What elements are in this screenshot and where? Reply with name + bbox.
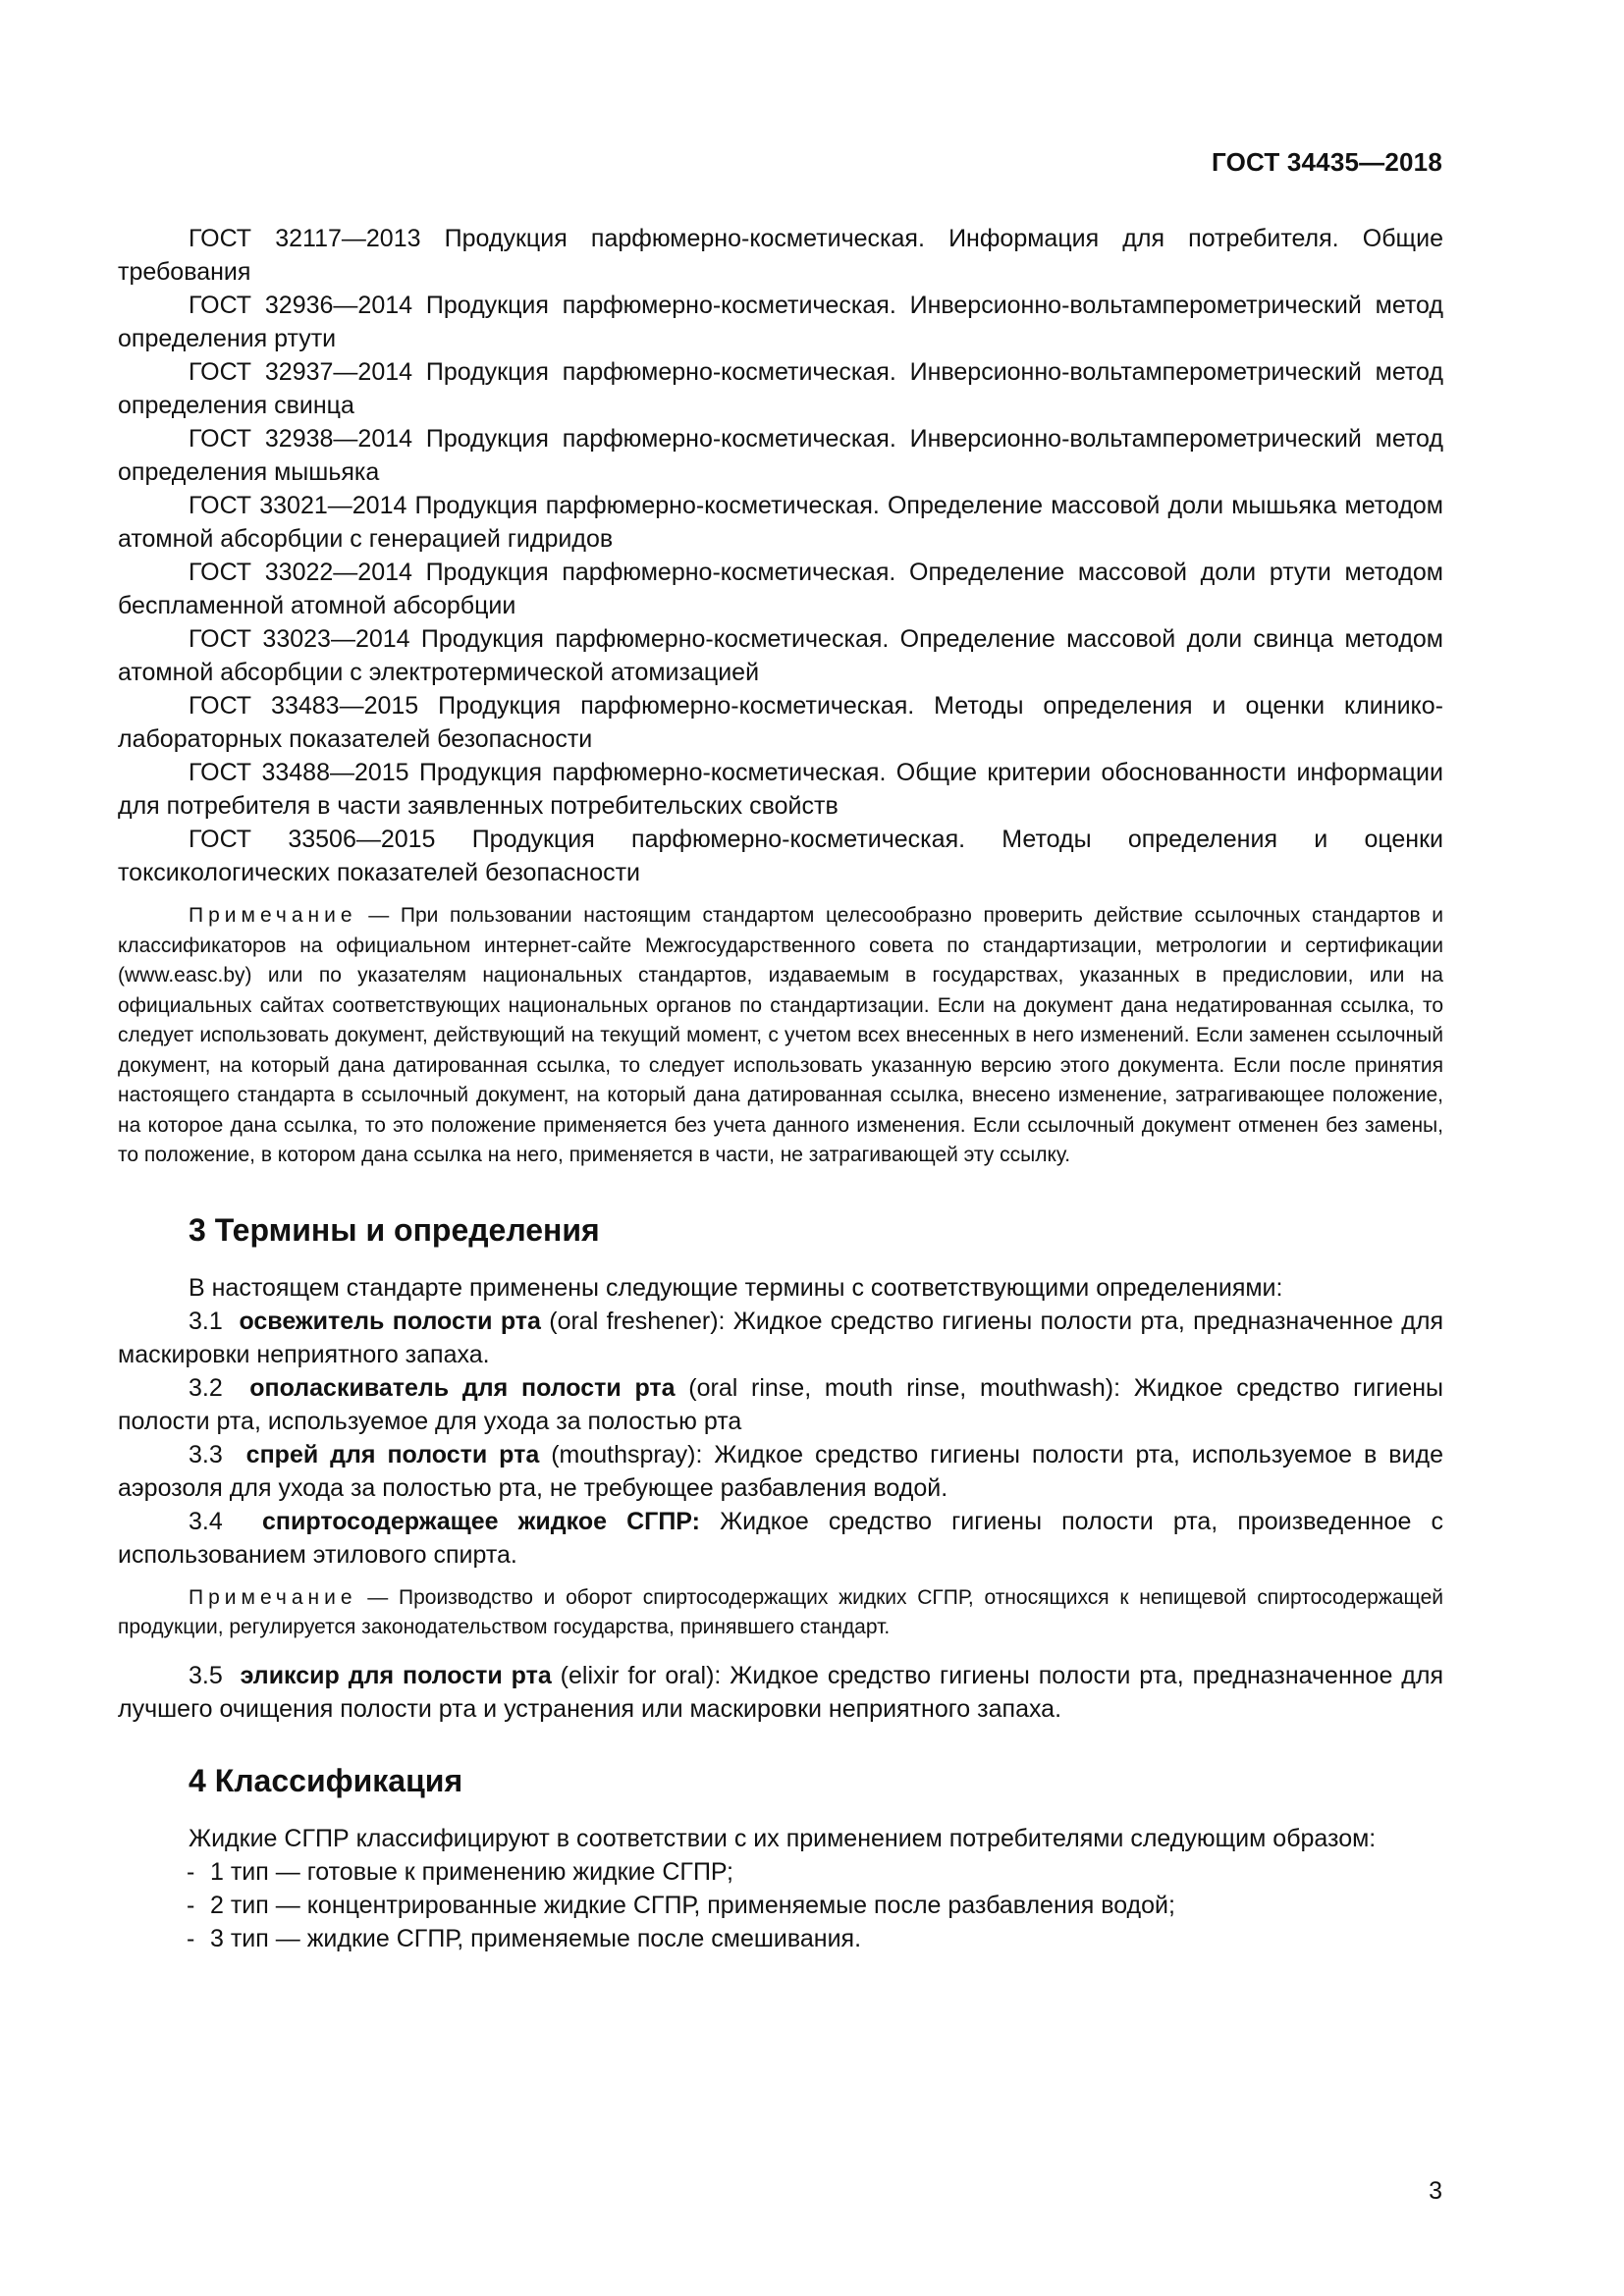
list-item-text: 2 тип — концентрированные жидкие СГПР, применяемые после разбавления водой; bbox=[210, 1891, 1175, 1919]
reference-item: ГОСТ 33022—2014 Продукция парфюмерно-косметическая. Определение массовой доли ртути методом беспламенной атомной абсорбции bbox=[118, 559, 1443, 619]
list-item-text: 1 тип — готовые к применению жидкие СГПР; bbox=[210, 1857, 734, 1886]
term-number: 3.4 bbox=[189, 1507, 223, 1535]
term-definition bbox=[118, 1438, 1443, 1505]
term-name: спиртосодержащее жидкое СГПР: bbox=[262, 1507, 700, 1535]
section-3-heading: 3 Термины и определения bbox=[189, 1211, 600, 1248]
term-text: (oral rinse, mouth rinse, mouthwash): Жидкое средство гигиены полости рта, используемое для ухода за полостью рта bbox=[118, 1373, 1443, 1435]
reference-item: ГОСТ 33021—2014 Продукция парфюмерно-косметическая. Определение массовой доли мышьяка методом атомной абсорбции с генерацией гидридов bbox=[118, 492, 1443, 553]
term-definition bbox=[118, 1505, 1443, 1572]
term-definition bbox=[118, 1371, 1443, 1438]
term-name: ополаскиватель для полости рта bbox=[249, 1373, 676, 1402]
section-4-heading: 4 Классификация bbox=[189, 1762, 463, 1798]
term-name: освежитель полости рта bbox=[239, 1307, 541, 1335]
term-text: (elixir for oral): Жидкое средство гигиены полости рта, предназначенное для лучшего очищения полости рта и устранения или маскировки неприятного запаха. bbox=[118, 1661, 1443, 1723]
list-item: - 3 тип — жидкие СГПР, применяемые после смешивания. bbox=[187, 1924, 862, 1952]
note-text: — При пользовании настоящим стандартом целесообразно проверить действие ссылочных стандартов и классификаторов на официальном интернет-сайте Межгосударственного совета по стандартизации, метрологии и сертификации (www.easc.by) или по указателям национальных стандартов, издаваемым в государствах, указанных в предисловии, или на официальных сайтах соответствующих национальных органов по стандартизации. Если на документ дана недатированная ссылка, то следует использовать документ, действующий на текущий момент, с учетом всех внесенных в него изменений. Если заменен ссылочный документ, на который дана датированная ссылка, то следует использовать указанную версию этого документа. Если после принятия настоящего стандарта в ссылочный документ, на который дана датированная ссылка, внесено изменение, затрагивающее положение, на которое дана ссылка, то это положение применяется без учета данного изменения. Если ссылочный документ отменен без замены, то положение, в котором дана ссылка на него, применяется в части, не затрагивающей эту ссылку. bbox=[118, 904, 1443, 1166]
term-definition bbox=[118, 1305, 1443, 1371]
note-label: Примечание bbox=[189, 904, 357, 927]
references-note bbox=[118, 901, 1443, 1171]
term-number: 3.1 bbox=[189, 1307, 223, 1335]
term-name: эликсир для полости рта bbox=[240, 1661, 552, 1689]
list-item: - 2 тип — концентрированные жидкие СГПР, применяемые после разбавления водой; bbox=[187, 1891, 1175, 1919]
classification-list bbox=[118, 1855, 1443, 1955]
term-number: 3.3 bbox=[189, 1440, 223, 1468]
document-header: ГОСТ 34435—2018 bbox=[1212, 147, 1442, 177]
normative-references-list bbox=[118, 222, 1443, 889]
note-text: — Производство и оборот спиртосодержащих жидких СГПР, относящихся к непищевой спиртосодержащей продукции, регулируется законодательством государства, принявшего стандарт. bbox=[118, 1585, 1443, 1638]
section-4-intro: Жидкие СГПР классифицируют в соответствии с их применением потребителями следующим образом: bbox=[189, 1824, 1377, 1852]
section-3-intro: В настоящем стандарте применены следующие термины с соответствующими определениями: bbox=[189, 1273, 1283, 1302]
reference-item: ГОСТ 33488—2015 Продукция парфюмерно-косметическая. Общие критерии обоснованности информации для потребителя в части заявленных потребительских свойств bbox=[118, 759, 1443, 820]
term-number: 3.2 bbox=[189, 1373, 223, 1402]
reference-item: ГОСТ 33506—2015 Продукция парфюмерно-косметическая. Методы определения и оценки токсикологических показателей безопасности bbox=[118, 826, 1443, 886]
term-text: (oral freshener): Жидкое средство гигиены полости рта, предназначенное для маскировки неприятного запаха. bbox=[118, 1307, 1443, 1368]
reference-item: ГОСТ 33483—2015 Продукция парфюмерно-косметическая. Методы определения и оценки клинико-лабораторных показателей безопасности bbox=[118, 692, 1443, 753]
term-text: Жидкое средство гигиены полости рта, произведенное с использованием этилового спирта. bbox=[118, 1507, 1443, 1569]
reference-item: ГОСТ 32117—2013 Продукция парфюмерно-косметическая. Информация для потребителя. Общие требования bbox=[118, 225, 1443, 286]
term-text: (mouthspray): Жидкое средство гигиены полости рта, используемое в виде аэрозоля для ухода за полостью рта, не требующее разбавления водой. bbox=[118, 1440, 1443, 1502]
terms-note bbox=[118, 1583, 1443, 1643]
note-label: Примечание bbox=[189, 1585, 357, 1609]
page-number: 3 bbox=[1429, 2177, 1442, 2205]
term-number: 3.5 bbox=[189, 1661, 223, 1689]
list-item-text: 3 тип — жидкие СГПР, применяемые после смешивания. bbox=[210, 1924, 862, 1952]
term-definition bbox=[118, 1659, 1443, 1726]
reference-item: ГОСТ 32938—2014 Продукция парфюмерно-косметическая. Инверсионно-вольтамперометрический метод определения мышьяка bbox=[118, 425, 1443, 486]
reference-item: ГОСТ 32937—2014 Продукция парфюмерно-косметическая. Инверсионно-вольтамперометрический метод определения свинца bbox=[118, 358, 1443, 419]
reference-item: ГОСТ 32936—2014 Продукция парфюмерно-косметическая. Инверсионно-вольтамперометрический метод определения ртути bbox=[118, 292, 1443, 352]
document-body bbox=[118, 222, 1443, 1955]
list-item: - 1 тип — готовые к применению жидкие СГПР; bbox=[187, 1857, 734, 1886]
term-name: спрей для полости рта bbox=[245, 1440, 540, 1468]
reference-item: ГОСТ 33023—2014 Продукция парфюмерно-косметическая. Определение массовой доли свинца методом атомной абсорбции с электротермической атомизацией bbox=[118, 625, 1443, 686]
